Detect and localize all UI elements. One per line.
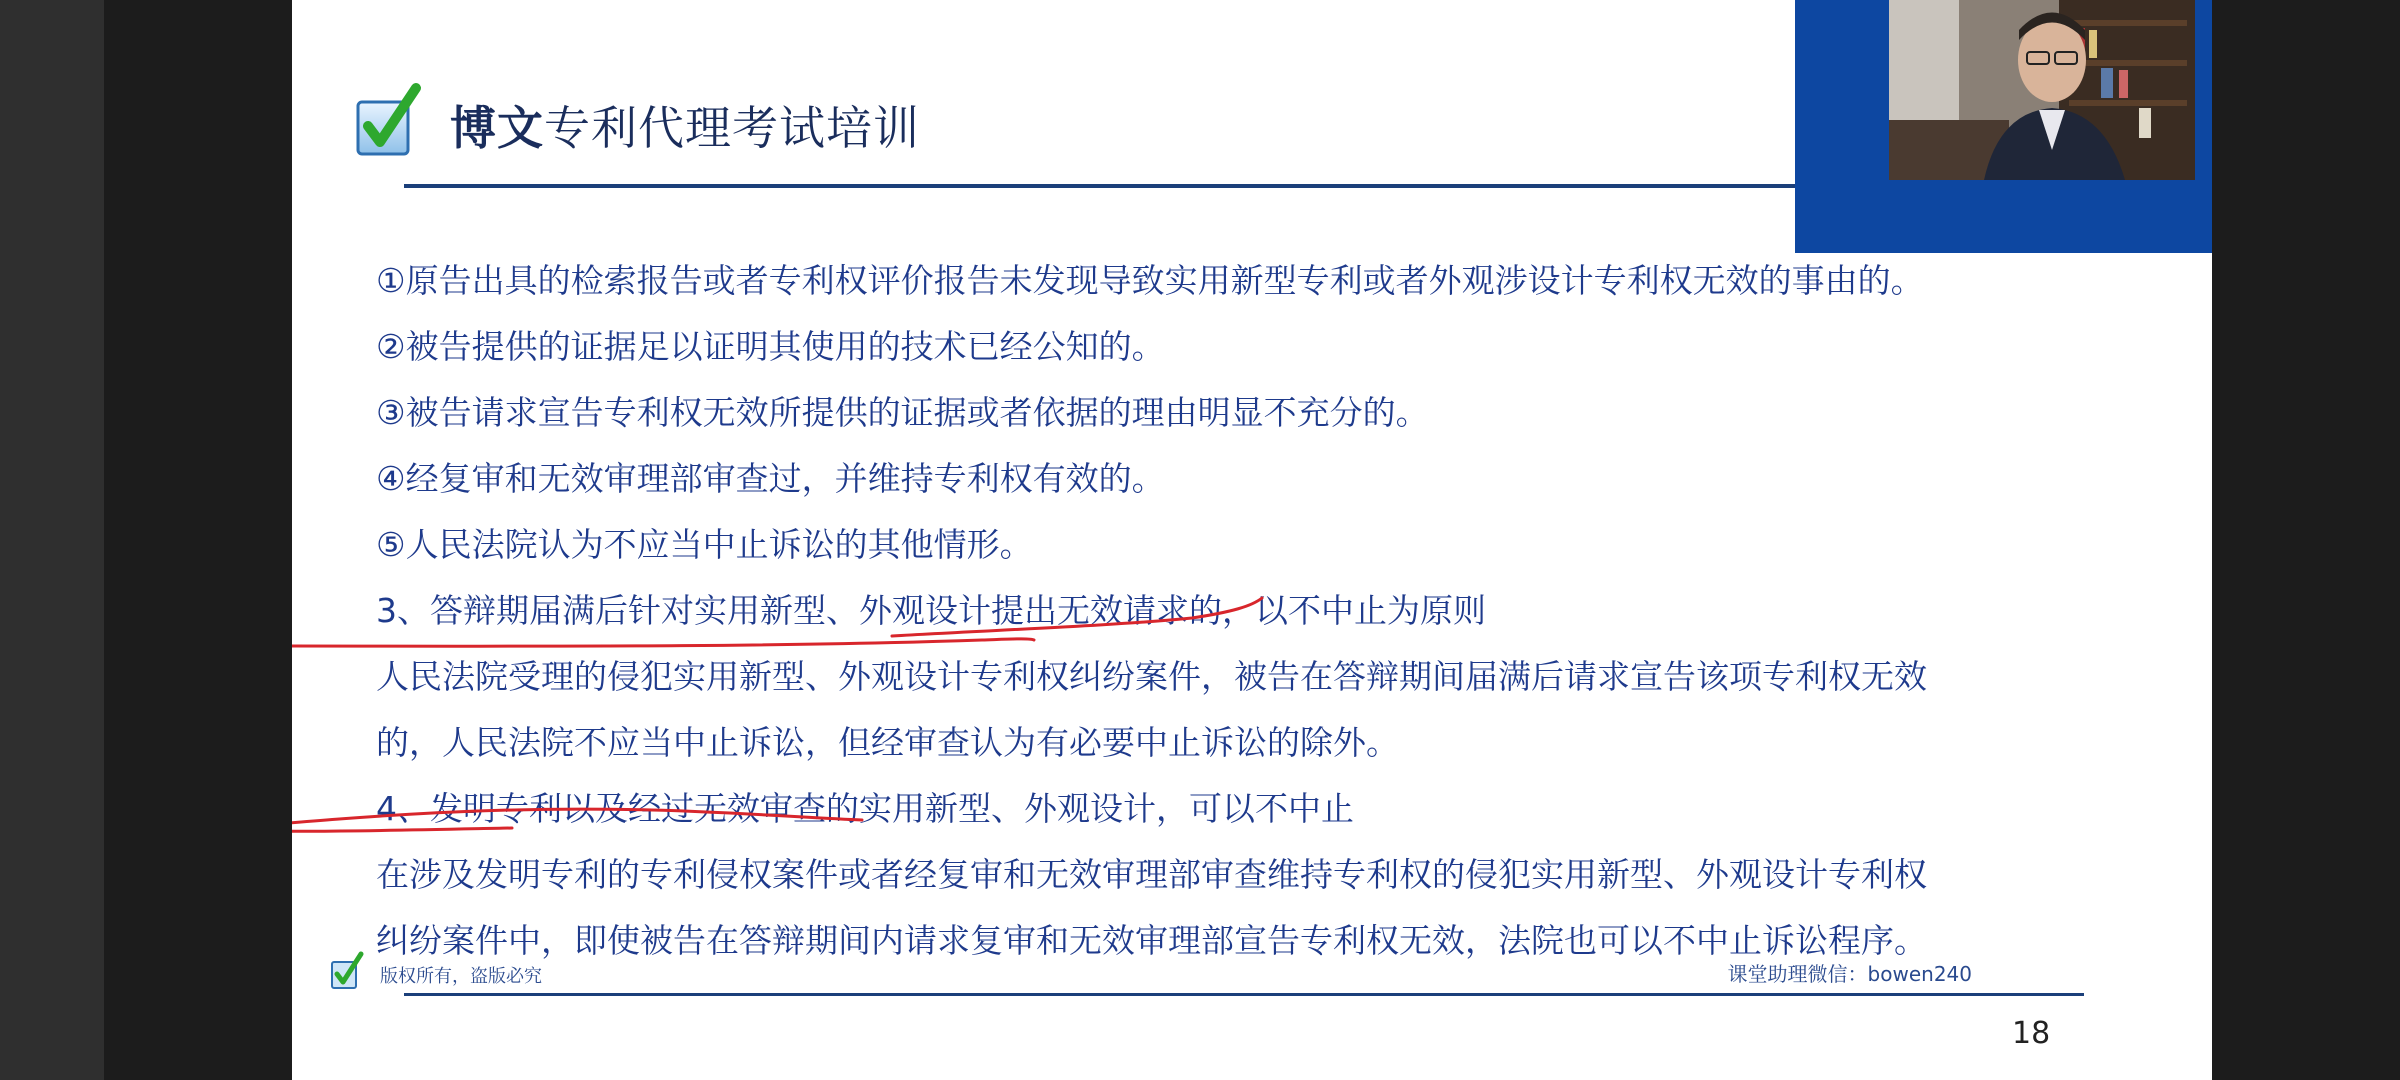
slide-title <box>450 92 920 158</box>
text-line: ⑤人民法院认为不应当中止诉讼的其他情形。 <box>376 525 1033 564</box>
checkmark-box-icon <box>354 82 426 160</box>
webcam-presenter-image <box>1889 0 2195 180</box>
title-text: 专利代理考试培训 <box>544 101 920 155</box>
slide-content <box>376 248 2136 974</box>
text-line: ①原告出具的检索报告或者专利权评价报告未发现导致实用新型专利或者外观涉设计专利权无效的事由的。 <box>376 261 1924 300</box>
webcam-video <box>1889 0 2195 180</box>
text-line: 在涉及发明专利的专利侵权案件或者经复审和无效审理部审查维持专利权的侵犯实用新型、外观设计专利权 <box>376 855 1927 894</box>
title-brand: 博文 <box>450 101 544 155</box>
footer-divider <box>404 993 2084 996</box>
letterbox-right <box>2212 0 2400 1080</box>
text-line: ③被告请求宣告专利权无效所提供的证据或者依据的理由明显不充分的。 <box>376 393 1429 432</box>
footer-assistant-contact: 课堂助理微信：bowen240 <box>1727 962 1972 986</box>
text-line: ②被告提供的证据足以证明其使用的技术已经公知的。 <box>376 327 1165 366</box>
section-heading: 3、答辩期届满后针对实用新型、外观设计提出无效请求的，以不中止为原则 <box>376 591 1486 630</box>
text-line: 的，人民法院不应当中止诉讼，但经审查认为有必要中止诉讼的除外。 <box>376 723 1399 762</box>
section-heading: 4、发明专利以及经过无效审查的实用新型、外观设计，可以不中止 <box>376 789 1354 828</box>
presentation-slide <box>292 0 2212 1080</box>
checkmark-box-icon <box>330 950 364 990</box>
text-line: ④经复审和无效审理部审查过，并维持专利权有效的。 <box>376 459 1165 498</box>
text-line: 纠纷案件中，即使被告在答辩期间内请求复审和无效审理部宣告专利权无效，法院也可以不中止诉讼程序。 <box>376 921 1927 960</box>
letterbox-left <box>104 0 292 1080</box>
outer-left-bar <box>0 0 104 1080</box>
text-line: 人民法院受理的侵犯实用新型、外观设计专利权纠纷案件，被告在答辩期间届满后请求宣告该项专利权无效 <box>376 657 1927 696</box>
footer-copyright: 版权所有，盗版必究 <box>380 966 542 987</box>
page-number: 18 <box>2012 1016 2051 1051</box>
